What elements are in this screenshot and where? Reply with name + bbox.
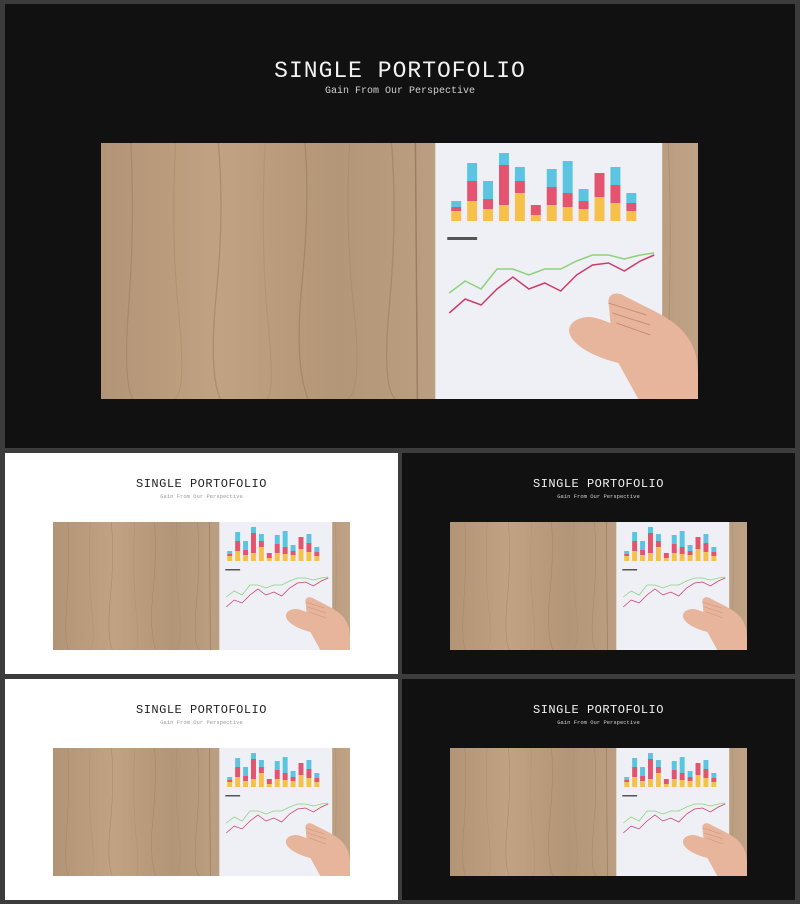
slide-thumbnail-dark-1 xyxy=(402,453,795,674)
slide-title: SINGLE PORTOFOLIO xyxy=(533,477,664,491)
slide-subtitle: Gain From Our Perspective xyxy=(160,719,243,726)
slide-subtitle: Gain From Our Perspective xyxy=(557,493,640,500)
slide-large xyxy=(5,4,795,448)
chart-photo-image xyxy=(53,748,350,876)
chart-photo-image xyxy=(53,522,350,650)
slide-title: SINGLE PORTOFOLIO xyxy=(533,703,664,717)
chart-photo-image xyxy=(450,748,747,876)
chart-photo-image xyxy=(450,522,747,650)
slide-thumbnail-light-2 xyxy=(5,679,398,900)
chart-photo-image xyxy=(101,143,698,399)
slide-thumbnail-dark-2 xyxy=(402,679,795,900)
slide-subtitle: Gain From Our Perspective xyxy=(160,493,243,500)
slide-title: SINGLE PORTOFOLIO xyxy=(136,703,267,717)
slide-subtitle: Gain From Our Perspective xyxy=(324,86,476,97)
slide-subtitle: Gain From Our Perspective xyxy=(557,719,640,726)
slide-title: SINGLE PORTOFOLIO xyxy=(274,58,526,84)
slide-thumbnail-light-1 xyxy=(5,453,398,674)
slide-title: SINGLE PORTOFOLIO xyxy=(136,477,267,491)
